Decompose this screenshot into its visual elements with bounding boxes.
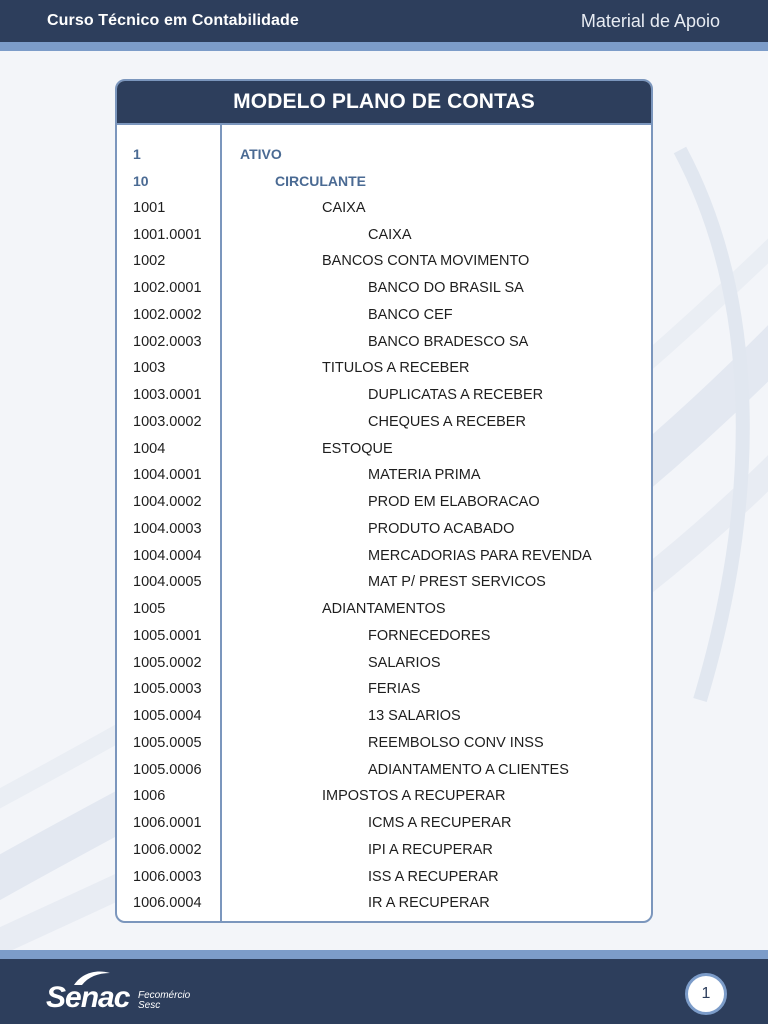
table-row: [117, 837, 651, 864]
table-row: [117, 248, 651, 275]
table-row: [117, 168, 651, 195]
account-name: DUPLICATAS A RECEBER: [368, 387, 544, 404]
page-footer: [0, 959, 768, 1024]
account-code: 1006.0002: [133, 841, 202, 858]
account-name: PROD EM ELABORACAO: [368, 494, 540, 511]
account-name: ISS A RECUPERAR: [368, 868, 499, 885]
account-code: 1001.0001: [133, 226, 202, 243]
account-name: CAIXA: [368, 226, 412, 243]
account-code: 1003.0001: [133, 387, 202, 404]
account-code: 1005.0005: [133, 734, 202, 751]
account-name: ADIANTAMENTOS: [322, 601, 446, 618]
account-name: MAT P/ PREST SERVICOS: [368, 574, 546, 591]
account-code: 1005.0002: [133, 654, 202, 671]
account-name: ADIANTAMENTO A CLIENTES: [368, 761, 569, 778]
account-code: 1006.0003: [133, 868, 202, 885]
material-label: Material de Apoio: [580, 10, 720, 31]
table-row: [117, 890, 651, 917]
account-name: REEMBOLSO CONV INSS: [368, 734, 544, 751]
account-name: MATERIA PRIMA: [368, 467, 481, 484]
table-row: [117, 221, 651, 248]
account-name: PRODUTO ACABADO: [368, 520, 515, 537]
account-name: CIRCULANTE: [275, 173, 366, 190]
table-row: [117, 355, 651, 382]
account-name: BANCO DO BRASIL SA: [368, 280, 524, 297]
table-row: [117, 596, 651, 623]
page-header: [0, 0, 768, 42]
account-code: 1004.0005: [133, 574, 202, 591]
account-name: IPI A RECUPERAR: [368, 841, 493, 858]
table-row: [117, 195, 651, 222]
account-code: 1003.0002: [133, 413, 202, 430]
account-code: 1: [133, 146, 141, 163]
table-rows: [117, 141, 651, 917]
table-row: [117, 676, 651, 703]
footer-stripe: [0, 950, 768, 959]
account-code: 1002.0001: [133, 280, 202, 297]
account-name: CAIXA: [322, 199, 366, 216]
account-name: CHEQUES A RECEBER: [368, 413, 526, 430]
account-code: 10: [133, 173, 149, 190]
logo-wordmark: Senac: [46, 981, 130, 1014]
logo-sub-sesc: Sesc: [138, 1000, 161, 1011]
table-row: [117, 141, 651, 168]
table-row: [117, 275, 651, 302]
account-code: 1004.0004: [133, 547, 202, 564]
account-code: 1005.0003: [133, 681, 202, 698]
account-name: IR A RECUPERAR: [368, 895, 490, 912]
table-row: [117, 328, 651, 355]
logo-sub-fecomercio: Fecomércio: [138, 990, 191, 1001]
table-body: [117, 125, 651, 921]
table-title: MODELO PLANO DE CONTAS: [117, 81, 651, 125]
account-code: 1005.0006: [133, 761, 202, 778]
table-row: [117, 810, 651, 837]
table-row: [117, 863, 651, 890]
table-row: [117, 435, 651, 462]
header-stripe: [0, 42, 768, 51]
table-row: [117, 703, 651, 730]
senac-logo: [46, 967, 206, 1021]
account-name: ATIVO: [240, 146, 282, 163]
account-name: ESTOQUE: [322, 440, 393, 457]
account-name: BANCO CEF: [368, 306, 453, 323]
account-code: 1004.0002: [133, 494, 202, 511]
account-name: IMPOSTOS A RECUPERAR: [322, 788, 506, 805]
table-row: [117, 542, 651, 569]
account-name: FERIAS: [368, 681, 421, 698]
table-row: [117, 783, 651, 810]
table-row: [117, 649, 651, 676]
account-name: BANCOS CONTA MOVIMENTO: [322, 253, 530, 270]
account-name: FORNECEDORES: [368, 627, 491, 644]
account-code: 1005.0004: [133, 708, 202, 725]
table-row: [117, 462, 651, 489]
account-code: 1006.0001: [133, 815, 202, 832]
table-row: [117, 382, 651, 409]
account-code: 1002.0003: [133, 333, 202, 350]
course-title: Curso Técnico em Contabilidade: [47, 12, 299, 29]
logo-subtitle: [138, 991, 190, 1011]
account-code: 1004.0003: [133, 520, 202, 537]
table-row: [117, 730, 651, 757]
account-name: 13 SALARIOS: [368, 708, 461, 725]
account-code: 1006: [133, 788, 166, 805]
table-row: [117, 489, 651, 516]
table-row: [117, 409, 651, 436]
account-code: 1001: [133, 199, 166, 216]
account-code: 1002: [133, 253, 166, 270]
account-code: 1004: [133, 440, 166, 457]
chart-of-accounts-table: [115, 79, 653, 923]
table-row: [117, 756, 651, 783]
table-row: [117, 302, 651, 329]
account-code: 1002.0002: [133, 306, 202, 323]
page-number: 1: [685, 973, 727, 1015]
account-code: 1006.0004: [133, 895, 202, 912]
account-name: ICMS A RECUPERAR: [368, 815, 512, 832]
account-name: SALARIOS: [368, 654, 441, 671]
account-code: 1003: [133, 360, 166, 377]
table-row: [117, 569, 651, 596]
table-row: [117, 623, 651, 650]
table-row: [117, 516, 651, 543]
account-code: 1005: [133, 601, 166, 618]
account-code: 1005.0001: [133, 627, 202, 644]
account-code: 1004.0001: [133, 467, 202, 484]
account-name: BANCO BRADESCO SA: [368, 333, 529, 350]
account-name: TITULOS A RECEBER: [322, 360, 470, 377]
account-name: MERCADORIAS PARA REVENDA: [368, 547, 592, 564]
